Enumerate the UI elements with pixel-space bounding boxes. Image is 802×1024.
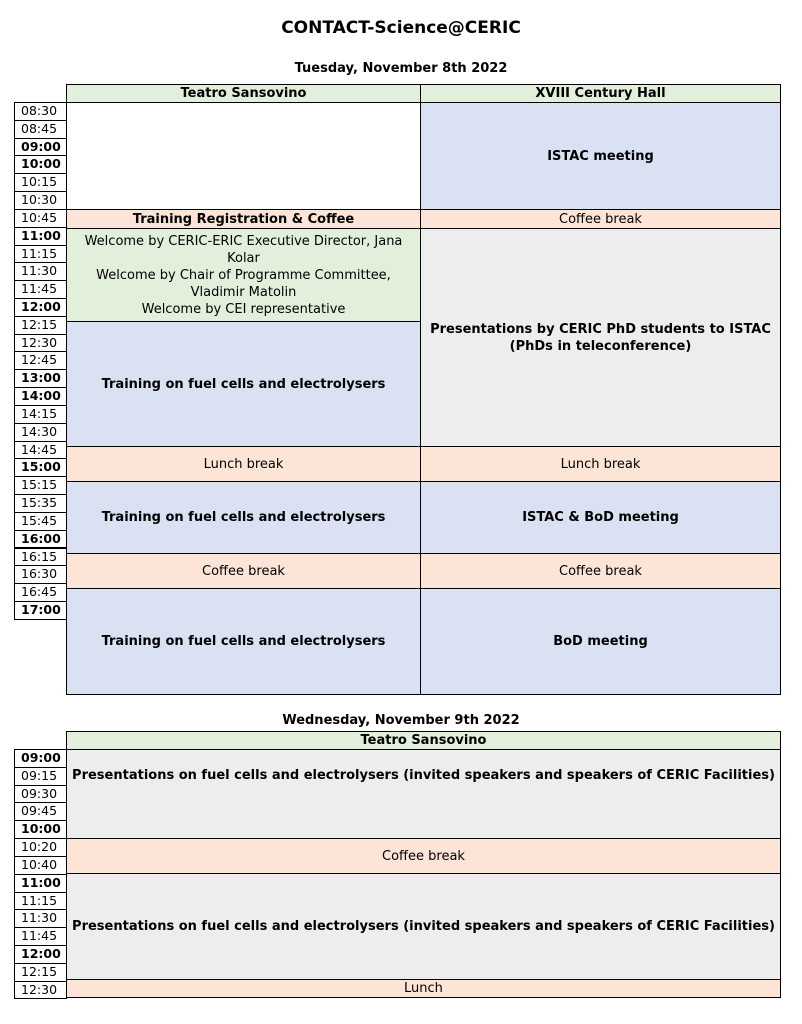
day1-time-label: 10:45 <box>14 209 67 228</box>
day2-time-label: 11:45 <box>14 927 67 946</box>
lunch-day2: Lunch <box>66 979 781 998</box>
istac-meeting-event: ISTAC meeting <box>420 102 781 210</box>
day1-time-label: 08:30 <box>14 102 67 121</box>
day1-time-label: 14:15 <box>14 405 67 424</box>
day1-time-label: 15:00 <box>14 458 67 477</box>
training-event-2: Training on fuel cells and electrolysers <box>66 481 421 554</box>
presentations-event-2: Presentations on fuel cells and electrolysers (invited speakers and speakers of CERIC Facilities) <box>66 873 781 980</box>
day1-time-label: 16:00 <box>14 530 67 549</box>
day1-time-label: 14:45 <box>14 441 67 460</box>
coffee-break-right-2: Coffee break <box>420 553 781 589</box>
day2-time-label: 09:00 <box>14 749 67 768</box>
document-title: CONTACT-Science@CERIC <box>281 18 521 38</box>
welcome-line-1: Welcome by CERIC-ERIC Executive Director, Jana Kolar <box>84 233 403 266</box>
day1-time-label: 17:00 <box>14 601 67 620</box>
day1-time-label: 13:00 <box>14 369 67 388</box>
day1-time-label: 12:00 <box>14 298 67 317</box>
bod-meeting-event: BoD meeting <box>420 588 781 695</box>
day1-time-label: 16:15 <box>14 548 67 567</box>
welcome-line-2: Welcome by Chair of Programme Committee, Vladimir Matolin <box>96 267 391 300</box>
training-event-1: Training on fuel cells and electrolysers <box>66 321 421 447</box>
day1-time-label: 09:00 <box>14 138 67 157</box>
day1-time-label: 15:15 <box>14 476 67 495</box>
coffee-break-right-1: Coffee break <box>420 209 781 229</box>
coffee-break-left: Coffee break <box>66 553 421 589</box>
day2-time-label: 09:30 <box>14 785 67 804</box>
training-event-3: Training on fuel cells and electrolysers <box>66 588 421 695</box>
day2-time-label: 11:15 <box>14 892 67 911</box>
day1-time-label: 12:30 <box>14 334 67 353</box>
day1-time-label: 12:45 <box>14 351 67 370</box>
day2-venue-header-teatro: Teatro Sansovino <box>66 731 781 750</box>
day2-time-label: 12:00 <box>14 945 67 964</box>
training-registration-event: Training Registration & Coffee <box>66 209 421 229</box>
day2-time-label: 10:20 <box>14 838 67 857</box>
phd-presentations-line-1: Presentations by CERIC PhD students to ISTAC <box>430 321 771 337</box>
day2-date: Wednesday, November 9th 2022 <box>282 713 520 728</box>
lunch-break-left: Lunch break <box>66 446 421 482</box>
day1-time-label: 11:45 <box>14 280 67 299</box>
day1-time-label: 10:30 <box>14 191 67 210</box>
day1-time-label: 11:00 <box>14 227 67 246</box>
day2-time-label: 09:45 <box>14 802 67 821</box>
day1-time-label: 14:00 <box>14 387 67 406</box>
welcome-event <box>66 228 421 322</box>
day2-time-label: 11:00 <box>14 874 67 893</box>
phd-presentations-line-2: (PhDs in teleconference) <box>509 338 692 354</box>
day2-time-label: 10:00 <box>14 820 67 839</box>
day2-time-label: 12:15 <box>14 963 67 982</box>
presentations-event-1: Presentations on fuel cells and electrolysers (invited speakers and speakers of CERIC Facilities) <box>66 749 781 839</box>
day2-time-label: 10:40 <box>14 856 67 875</box>
day2-time-label: 12:30 <box>14 981 67 1000</box>
lunch-break-right: Lunch break <box>420 446 781 482</box>
istac-bod-meeting-event: ISTAC & BoD meeting <box>420 481 781 554</box>
day2-time-label: 09:15 <box>14 767 67 786</box>
day1-time-label: 08:45 <box>14 120 67 139</box>
day1-time-label: 10:00 <box>14 155 67 174</box>
day1-empty-slot <box>66 102 421 210</box>
day1-time-label: 11:30 <box>14 262 67 281</box>
day1-venue-header-teatro: Teatro Sansovino <box>66 84 421 103</box>
day1-time-label: 15:45 <box>14 512 67 531</box>
day1-time-label: 16:30 <box>14 565 67 584</box>
coffee-break-day2: Coffee break <box>66 838 781 874</box>
day2-time-label: 11:30 <box>14 909 67 928</box>
welcome-line-3: Welcome by CEI representative <box>141 301 346 317</box>
day1-time-label: 14:30 <box>14 423 67 442</box>
day1-time-label: 16:45 <box>14 583 67 602</box>
day1-time-label: 12:15 <box>14 316 67 335</box>
phd-presentations-event <box>420 228 781 447</box>
day1-time-label: 15:35 <box>14 494 67 513</box>
day1-date: Tuesday, November 8th 2022 <box>294 61 508 76</box>
day1-venue-header-century-hall: XVIII Century Hall <box>420 84 781 103</box>
day1-time-label: 10:15 <box>14 173 67 192</box>
day1-time-label: 11:15 <box>14 245 67 264</box>
